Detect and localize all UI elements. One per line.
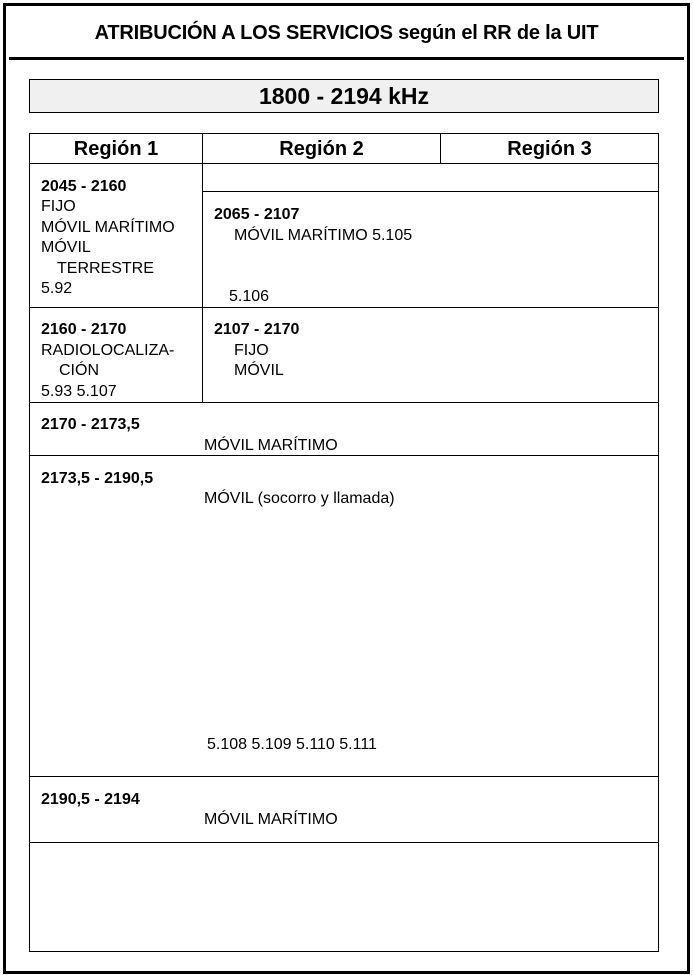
column-header-region-3: Región 3 xyxy=(507,137,592,160)
region1-col-divider xyxy=(202,134,203,402)
service-line: CIÓN xyxy=(59,362,99,379)
band-range-2065-2107: 2065 - 2107 xyxy=(214,206,300,223)
column-header-region-1: Región 1 xyxy=(73,137,159,160)
row-divider-1 xyxy=(30,307,658,308)
band-range-2160-2170: 2160 - 2170 xyxy=(41,321,127,338)
row-divider-3 xyxy=(30,455,658,456)
service-line: MÓVIL MARÍTIMO 5.105 xyxy=(234,227,413,244)
band-title: 1800 - 2194 kHz xyxy=(258,82,430,109)
band-title-bar xyxy=(29,79,659,113)
row-divider-5 xyxy=(30,842,658,843)
row-divider-2 xyxy=(30,402,658,403)
header-divider xyxy=(30,163,658,164)
column-header-region-2: Región 2 xyxy=(279,137,364,160)
row-divider-4 xyxy=(30,776,658,777)
region23-subdivider xyxy=(203,191,658,192)
footnote-ref: 5.106 xyxy=(229,288,270,305)
service-line: MÓVIL xyxy=(41,239,91,256)
band-range-2173-5-2190-5: 2173,5 - 2190,5 xyxy=(41,470,154,487)
service-line: MÓVIL (socorro y llamada) xyxy=(204,490,395,507)
band-range-2107-2170: 2107 - 2170 xyxy=(214,321,300,338)
footnote-ref: 5.108 5.109 5.110 5.111 xyxy=(207,736,377,753)
service-line: MÓVIL MARÍTIMO xyxy=(41,219,175,236)
service-line: FIJO xyxy=(41,198,76,215)
header-col-divider xyxy=(440,134,441,163)
service-line: TERRESTRE xyxy=(57,260,154,277)
service-line: MÓVIL xyxy=(234,362,284,379)
band-range-2045-2160: 2045 - 2160 xyxy=(41,178,127,195)
service-line: MÓVIL MARÍTIMO xyxy=(204,437,338,454)
service-line: FIJO xyxy=(234,342,269,359)
service-line: RADIOLOCALIZA- xyxy=(41,342,175,359)
band-range-2190-5-2194: 2190,5 - 2194 xyxy=(41,791,140,808)
band-range-2170-2173-5: 2170 - 2173,5 xyxy=(41,416,140,433)
page-header xyxy=(9,9,684,60)
page-title: ATRIBUCIÓN A LOS SERVICIOS según el RR de la UIT xyxy=(94,21,599,44)
allocation-table xyxy=(29,133,659,952)
service-line: MÓVIL MARÍTIMO xyxy=(204,811,338,828)
footnote-ref: 5.92 xyxy=(41,280,73,297)
footnote-ref: 5.93 5.107 xyxy=(41,383,117,400)
